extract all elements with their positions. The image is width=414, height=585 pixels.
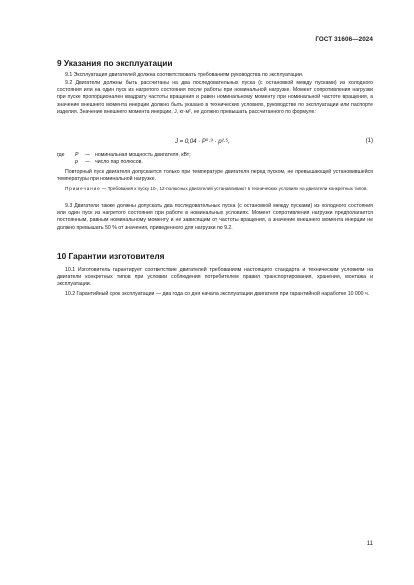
standard-number: ГОСТ 31606—2024 — [315, 36, 373, 43]
note-label: Примечание — [65, 186, 101, 191]
formula-number: (1) — [365, 138, 373, 144]
page-number: 11 — [366, 541, 373, 547]
paragraph-10-2: 10.2 Гарантийный срок эксплуатации — два года со дня начала эксплуатации двигателя при гарантийной наработке 10 000 ч. — [65, 291, 370, 297]
paragraph-10-1: 10.1 Изготовитель гарантирует соответствие двигателей требованиям настоящего стандарта и техническим условиям на двигатели конкретных типов при условии соблюдения потребителем правил транспортирования, хранения, монтажа и эксплуатации. — [57, 267, 373, 288]
where-label: где — [57, 152, 65, 158]
formula-legend — [57, 152, 373, 166]
paragraph-9-1: 9.1 Эксплуатация двигателей должна соответствовать требованиям руководства по эксплуатации. — [65, 72, 304, 78]
note-text: — Требования к пуску 10-, 12-полюсных двигателей устанавливают в технических условиях на двигатели конкретных типов. — [100, 186, 368, 191]
section-9-title: 9 Указания по эксплуатации — [57, 58, 173, 68]
legend-row: где P — номинальная мощность двигателя, кВт; — [57, 152, 191, 158]
paragraph-9-3: 9.3 Двигатели также должны допускать два последовательных пуска (с остановкой между пусками) из холодного состояния или один пуск из нагретого состояния при работе в номинальных условиях. Момент сопротивления нагрузки предполагается постоянным, равным номинальному моменту и не зависящим от частоты вращения, а значение внешнего момента инерции не должно превышать 50 % от значения, приведенного для нагрузки по 9.2. — [57, 203, 373, 231]
paragraph-9-2: 9.2 Двигатели должны быть рассчитаны на два последовательных пуска (с остановкой между пусками) из холодного состояния или на один пуск из нагретого состояния после работы при номинальной нагрузке. Момент сопротивления нагрузки при пуске пропорционален квадрату частоты вращения и равен номинальному моменту при номинальной частоте вращения, а значение внешнего момента инерции должно быть указано в технических условиях, руководстве по эксплуатации или паспорте изделия. Значение внешнего момента инерции, J, кг·м², не должно превышать рассчитанного по формуле: — [57, 80, 373, 115]
note — [57, 186, 373, 193]
formula-expression: J = 0,04 · P⁰·⁹ · p²·⁵, — [175, 139, 230, 145]
section-10-title: 10 Гарантии изготовителя — [57, 251, 165, 261]
paragraph-restart: Повторный пуск двигателя допускается только при температуре двигателя перед пуском, не превышающей установившейся температуры при номинальной нагрузке. — [57, 169, 373, 183]
legend-row: p — число пар полюсов. — [75, 159, 143, 166]
